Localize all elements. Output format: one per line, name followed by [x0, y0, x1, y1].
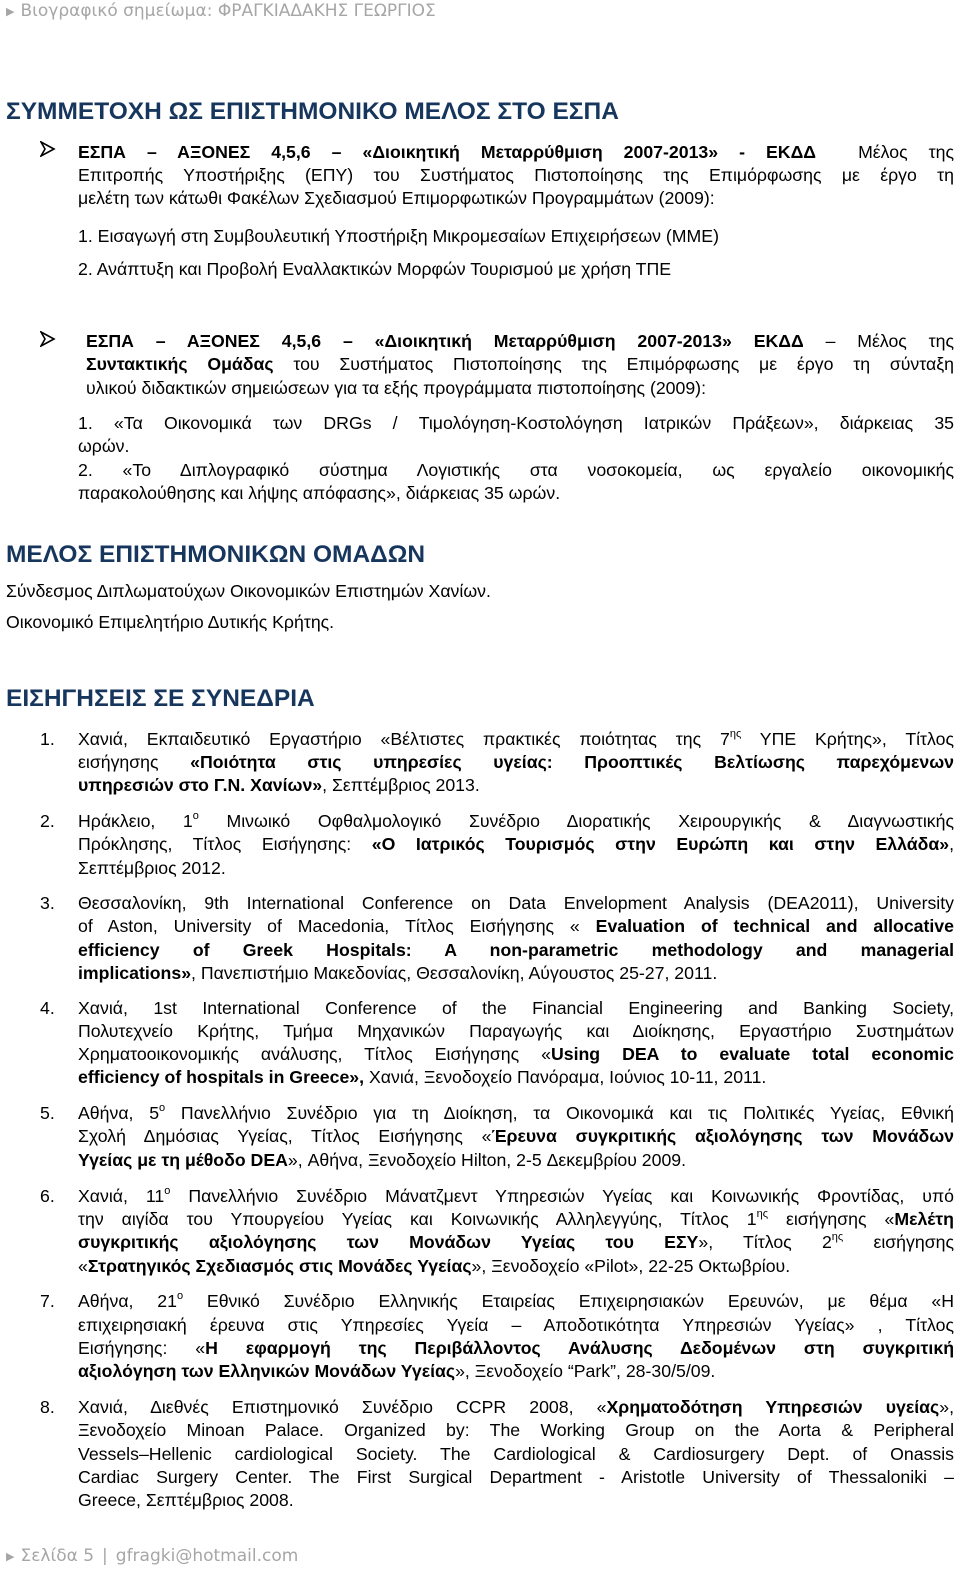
running-header	[6, 0, 436, 22]
paragraph-line: efficiency of Greek Hospitals: A non-parametric methodology and managerial	[78, 940, 954, 960]
triangle-right-icon: ▶	[6, 4, 15, 18]
paragraph-line: Σχολή Δημόσιας Υγείας, Τίτλος Εισήγησης «Έρευνα συγκριτικής αξιολόγησης των Μονάδων	[78, 1126, 954, 1146]
list-item: παρακολούθησης και λήψης απόφασης», διάρκειας 35 ωρών.	[78, 483, 561, 503]
paragraph-line: Επιτροπής Υποστήριξης (ΕΠΥ) του Συστήματος Πιστοποίησης της Επιμόρφωσης με έργο τη	[78, 165, 954, 185]
paragraph-line: efficiency of hospitals in Greece», Χανιά, Ξενοδοχείο Πανόραμα, Ιούνιος 10-11, 2011.	[78, 1067, 767, 1087]
page-footer	[6, 1545, 298, 1567]
paragraph-line: Χανιά, Διεθνές Επιστημονικό Συνέδριο CCPR 2008, «Χρηματοδότηση Υπηρεσιών υγείας»,	[78, 1397, 954, 1417]
paragraph-line: Αθήνα, $21^o$ Εθνικό Συνέδριο Ελληνικής Εταιρείας Επιχειρησιακών Ερευνών, με θέμα «Η	[78, 1290, 954, 1311]
paragraph-line: μελέτη των κάτωθι Φακέλων Σχεδιασμού Επιμορφωτικών Προγραμμάτων (2009):	[78, 188, 715, 208]
paragraph-line: Χρηματοοικονομικής ανάλυσης, Τίτλος Εισήγησης «Using DEA to evaluate total economic	[78, 1044, 954, 1064]
paragraph-line: implications», Πανεπιστήμιο Μακεδονίας, Θεσσαλονίκη, Αύγουστος 25-27, 2011.	[78, 963, 718, 983]
paragraph-line: Θεσσαλονίκη, 9th International Conference on Data Envelopment Analysis (DEA2011), University	[78, 893, 954, 913]
list-item: 1. «Τα Οικονομικά των DRGs / Τιμολόγηση-Κοστολόγηση Ιατρικών Πράξεων», διάρκειας 35	[78, 413, 954, 433]
list-item: 1. Εισαγωγή στη Συμβουλευτική Υποστήριξη Μικρομεσαίων Επιχειρήσεων (ΜΜΕ)	[78, 226, 719, 246]
paragraph-line: Ξενοδοχείο Minoan Palace. Organized by: The Working Group on the Aorta & Peripheral	[78, 1420, 954, 1440]
paragraph-line: την αιγίδα του Υπουργείου Υγείας και Κοινωνικής Αλληλεγγύης, Τίτλος $1^{\eta\varsigma}$ εισήγησης «Μελέτη	[78, 1208, 954, 1229]
paragraph-line: ΕΣΠΑ – ΑΞΟΝΕΣ 4,5,6 – «Διοικητική Μεταρρύθμιση 2007-2013» ΕΚΔΔ – Μέλος της	[86, 331, 954, 351]
paragraph-line: Πρόκλησης, Τίτλος Εισήγησης: «Ο Ιατρικός Τουρισμός στην Ευρώπη και στην Ελλάδα»,	[78, 834, 955, 854]
paragraph-line: Αθήνα, $5^o$ Πανελλήνιο Συνέδριο για τη Διοίκηση, τα Οικονομικά και τις Πολιτικές Υγείας, Εθνική	[78, 1102, 954, 1123]
paragraph-line: Χανιά, 1st International Conference of the Financial Engineering and Banking Society,	[78, 998, 954, 1018]
paragraph-line: Vessels–Hellenic cardiological Society. The Cardiological & Cardiosurgery Dept. of Onassis	[78, 1444, 954, 1464]
arrow-bullet-icon	[40, 331, 56, 352]
item-number: 6.	[40, 1186, 55, 1206]
arrow-bullet-icon	[40, 141, 56, 162]
paragraph-line: υλικού διδακτικών σημειώσεων για τα εξής προγράμματα πιστοποίησης (2009):	[86, 378, 706, 398]
list-item: 2. Ανάπτυξη και Προβολή Εναλλακτικών Μορφών Τουρισμού με χρήση ΤΠΕ	[78, 259, 672, 279]
paragraph-line: υπηρεσιών στο Γ.Ν. Χανίων», Σεπτέμβριος 2013.	[78, 775, 480, 795]
page-number: Σελίδα 5	[20, 1546, 95, 1566]
paragraph-line: Greece, Σεπτέμβριος 2008.	[78, 1490, 294, 1510]
paragraph-line: Χανιά, $11^o$ Πανελλήνιο Συνέδριο Μάνατζμεντ Υπηρεσιών Υγείας και Κοινωνικής Φροντίδας, υπό	[78, 1185, 954, 1206]
item-number: 8.	[40, 1397, 55, 1417]
paragraph-line: Υγείας με τη μέθοδο DEA», Αθήνα, Ξενοδοχείο Hilton, 2-5 Δεκεμβρίου 2009.	[78, 1150, 687, 1170]
item-number: 7.	[40, 1291, 55, 1311]
running-header-text: Βιογραφικό σημείωμα: ΦΡΑΓΚΙΑΔΑΚΗΣ ΓΕΩΡΓΙΟΣ	[20, 1, 436, 21]
footer-separator: |	[102, 1546, 108, 1566]
paragraph-line: Εισήγησης: «Η εφαρμογή της Περιβάλλοντος Ανάλυσης Δεδομένων στη συγκριτική	[78, 1338, 954, 1358]
section-title-groups: ΜΕΛΟΣ ΕΠΙΣΤΗΜΟΝΙΚΩΝ ΟΜΑΔΩΝ	[6, 541, 426, 568]
section-title-talks: ΕΙΣΗΓΗΣΕΙΣ ΣΕ ΣΥΝΕΔΡΙΑ	[6, 685, 315, 712]
list-item: 2. «Το Διπλογραφικό σύστημα Λογιστικής στα νοσοκομεία, ως εργαλείο οικονομικής	[78, 460, 954, 480]
item-number: 5.	[40, 1103, 55, 1123]
paragraph-line: «Στρατηγικός Σχεδιασμός στις Μονάδες Υγείας», Ξενοδοχείο «Pilot», 22-25 Οκτωβρίου.	[78, 1256, 791, 1276]
paragraph-line: of Aston, University of Macedonia, Τίτλος Εισήγησης « Evaluation of technical and allocative	[78, 916, 954, 936]
footer-email: gfragki@hotmail.com	[115, 1546, 299, 1566]
paragraph-line: Cardiac Surgery Center. The First Surgical Department - Aristotle University of Thessaloniki –	[78, 1467, 954, 1487]
section-title-espa: ΣΥΜΜΕΤΟΧΗ ΩΣ ΕΠΙΣΤΗΜΟΝΙΚΟ ΜΕΛΟΣ ΣΤΟ ΕΣΠΑ	[6, 98, 619, 125]
paragraph-line: εισήγησης «Ποιότητα στις υπηρεσίες υγείας: Προοπτικές Βελτίωσης παρεχόμενων	[78, 752, 954, 772]
paragraph-line: αξιολόγηση των Ελληνικών Μονάδων Υγείας», Ξενοδοχείο “Park”, 28-30/5/09.	[78, 1361, 716, 1381]
paragraph-line: Σεπτέμβριος 2012.	[78, 858, 226, 878]
paragraph-line: Χανιά, Εκπαιδευτικό Εργαστήριο «Βέλτιστες πρακτικές ποιότητας της $7^{\eta\varsigma}$ ΥΠΕ Κρήτης», Τίτλος	[78, 728, 954, 749]
item-number: 3.	[40, 893, 55, 913]
paragraph-line: Ηράκλειο, $1^o$ Μινωικό Οφθαλμολογικό Συνέδριο Διορατικής Χειρουργικής & Διαγνωστικής	[78, 810, 954, 831]
paragraph-line: συγκριτικής αξιολόγησης των Μονάδων Υγείας του ΕΣΥ», Τίτλος $2^{\eta\varsigma}$ εισήγησης	[78, 1231, 954, 1252]
triangle-right-icon: ▶	[6, 1549, 15, 1563]
item-number: 2.	[40, 811, 55, 831]
list-item: Οικονομικό Επιμελητήριο Δυτικής Κρήτης.	[6, 612, 335, 632]
item-number: 1.	[40, 729, 55, 749]
paragraph-line: Συντακτικής Ομάδας του Συστήματος Πιστοποίησης της Επιμόρφωσης με έργο τη σύνταξη	[86, 354, 954, 374]
paragraph-line: επιχειρησιακή έρευνα στις Υπηρεσίες Υγεία – Αποδοτικότητα Υπηρεσιών Υγείας» , Τίτλος	[78, 1315, 954, 1335]
list-item: ωρών.	[78, 436, 130, 456]
list-item: Σύνδεσμος Διπλωματούχων Οικονομικών Επιστημών Χανίων.	[6, 581, 491, 601]
paragraph-line: Πολυτεχνείο Κρήτης, Τμήμα Μηχανικών Παραγωγής και Διοίκησης, Εργαστήριο Συστημάτων	[78, 1021, 954, 1041]
paragraph-line: ΕΣΠΑ – ΑΞΟΝΕΣ 4,5,6 – «Διοικητική Μεταρρύθμιση 2007-2013» - ΕΚΔΔ Μέλος της	[78, 142, 954, 162]
item-number: 4.	[40, 998, 55, 1018]
